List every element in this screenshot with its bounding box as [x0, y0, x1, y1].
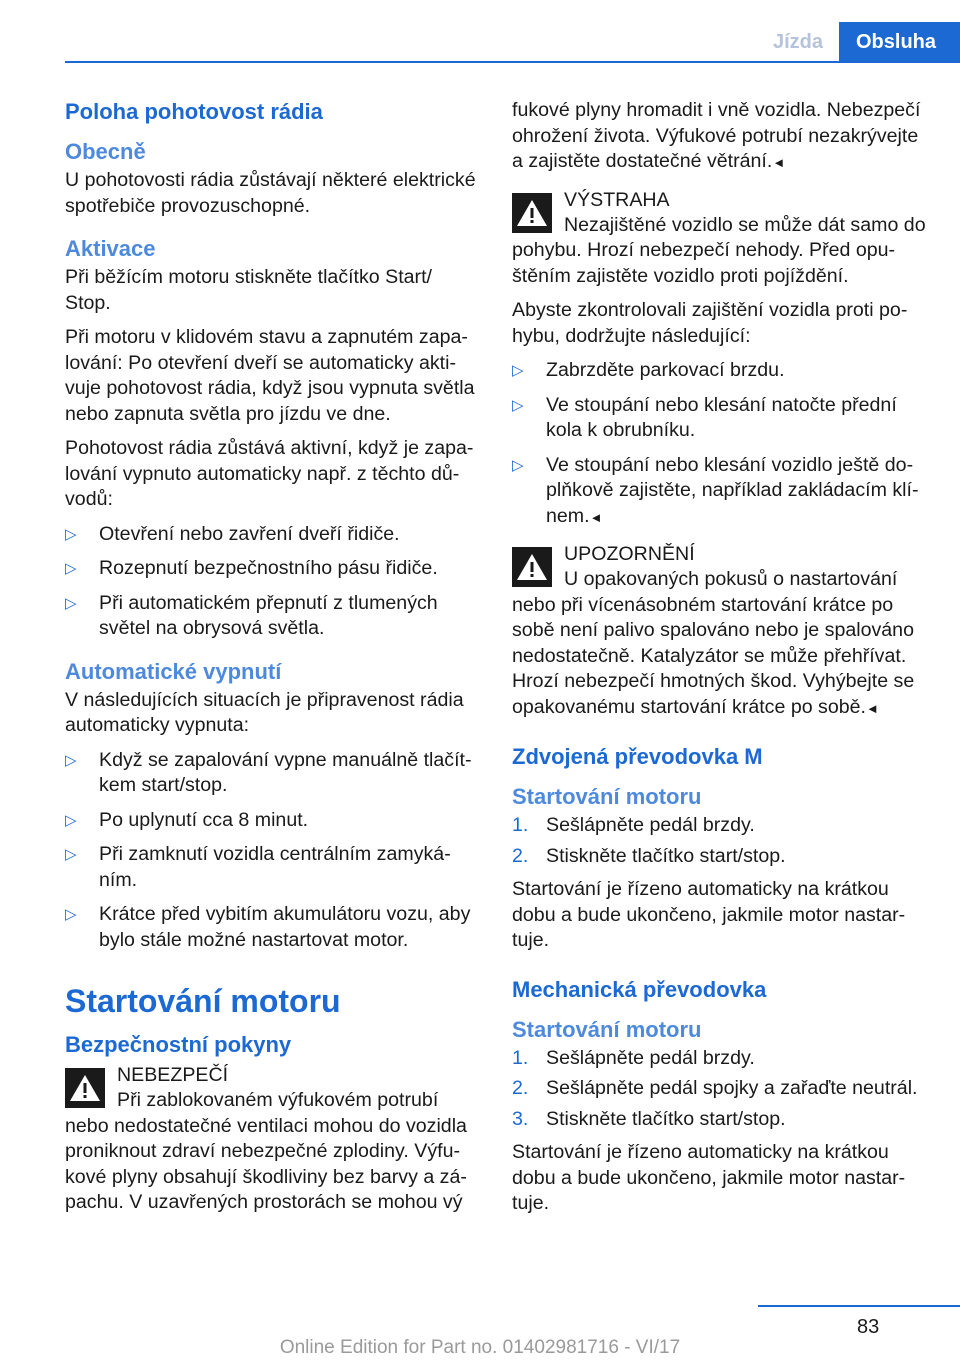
bullet-triangle-icon: ▷: [65, 525, 77, 543]
caution-notice: [512, 542, 928, 721]
bullet-triangle-icon: ▷: [65, 751, 77, 769]
bullet-triangle-icon: ▷: [65, 594, 77, 612]
end-mark-icon: ◄: [866, 700, 879, 716]
end-mark-icon: ◄: [589, 509, 603, 525]
paragraph-dct-after: Startování je řízeno automaticky na krátkou dobu a bude ukončeno, jakmile motor nastartuje.: [512, 878, 906, 951]
heading-dct-start: Startování motoru: [512, 784, 702, 809]
paragraph-manual-after: Startování je řízeno automaticky na krátkou dobu a bude ukončeno, jakmile motor nastartuje.: [512, 1141, 906, 1214]
header-tabs: [757, 22, 960, 62]
heading-general: Obecně: [65, 139, 146, 164]
chapter-title-start: Startování motoru: [65, 983, 341, 1019]
warning-triangle-icon: [512, 547, 552, 587]
section-title-radio: Poloha pohotovost rádia: [65, 99, 323, 124]
list-item: ▷ Ve stoupání nebo klesání natočte přední kola k obrubníku.: [512, 393, 897, 441]
heading-dct: Zdvojená převodovka M: [512, 744, 763, 769]
paragraph-auto-off: V následujících situacích je připravenost rádia automaticky vypnuta:: [65, 688, 464, 736]
auto-off-list: [65, 748, 481, 954]
page-number: 83: [857, 1316, 880, 1338]
bullet-triangle-icon: ▷: [512, 362, 524, 379]
tab-jizda[interactable]: Jízda: [757, 22, 839, 62]
bullet-triangle-icon: ▷: [65, 846, 77, 863]
right-column: [512, 98, 928, 1226]
paragraph-activation-3: Pohotovost rádia zůstává aktivní, když je zapalování vypnuto automaticky např. z těchto důvodů:: [65, 437, 474, 510]
activation-list: [65, 522, 481, 642]
caution-text: U opakovaných pokusů o nastartování nebo při vícenásobném startování krátce po sobě není palivo spalováno nebo je spalováno nedostatečně. Katalyzátor se může přehřívat. Hrozí nebezpečí hmotných škod. Vyhýbejte se opakovanému startování krátce po sobě.◄: [512, 568, 915, 718]
warning-title: VÝSTRAHA: [564, 188, 670, 211]
manual-steps: [512, 1046, 928, 1133]
bullet-triangle-icon: ▷: [512, 396, 524, 414]
tab-obsluha[interactable]: Obsluha: [839, 22, 960, 62]
footer-rule: [758, 1305, 960, 1307]
heading-manual-start: Startování motoru: [512, 1016, 702, 1042]
list-item: 1. Sešlápněte pedál brzdy.: [512, 1046, 755, 1069]
list-item: ▷ Rozepnutí bezpečnostního pásu řidiče.: [65, 556, 481, 582]
list-item: 2. Sešlápněte pedál spojky a zařaďte neutrál.: [512, 1077, 918, 1099]
warning-triangle-icon: [512, 193, 552, 233]
list-item: ▷ Ve stoupání nebo klesání vozidlo ještě doplňkově zajistěte, například zakládacím klínem.◄: [512, 453, 919, 527]
list-item: ▷ Při zamknutí vozidla centrálním zamykáním.: [65, 843, 451, 891]
danger-title: NEBEZPEČÍ: [117, 1064, 229, 1086]
paragraph-activation-1: Při běžícím motoru stiskněte tlačítko Start/ Stop.: [65, 266, 432, 314]
list-item: ▷ Krátce před vybitím akumulátoru vozu, aby bylo stále možné nastartovat motor.: [65, 903, 471, 951]
heading-manual: Mechanická převodovka: [512, 976, 767, 1002]
bullet-triangle-icon: ▷: [512, 456, 524, 474]
header-rule: [65, 61, 960, 63]
bullet-triangle-icon: ▷: [65, 906, 77, 923]
paragraph-activation-2: Při motoru v klidovém stavu a zapnutém zapalování: Po otevření dveří se automaticky aktivuje pohotovost rádia, když jsou vypnuta světla nebo zapnuta světla pro jízdu ve dne.: [65, 326, 475, 425]
warning-text: Nezajištěné vozidlo se může dát samo do pohybu. Hrozí nebezpečí nehody. Před opuštěním zajistěte vozidlo proti pojíždění.: [512, 213, 926, 287]
caution-title: UPOZORNĚNÍ: [564, 543, 695, 565]
heading-activation: Aktivace: [65, 236, 156, 261]
paragraph-secure-intro: Abyste zkontrolovali zajištění vozidla proti pohybu, dodržujte následující:: [512, 299, 908, 347]
list-item: 2. Stiskněte tlačítko start/stop.: [512, 844, 786, 867]
bullet-triangle-icon: ▷: [65, 560, 77, 577]
heading-safety: Bezpečnostní pokyny: [65, 1032, 292, 1057]
list-item: ▷ Při automatickém přepnutí z tlumených světel na obrysová světla.: [65, 591, 438, 639]
list-item: 3. Stiskněte tlačítko start/stop.: [512, 1107, 786, 1130]
heading-auto-off: Automatické vypnutí: [65, 658, 282, 684]
warning-notice: [512, 188, 928, 290]
secure-list: [512, 358, 928, 530]
left-column: [65, 98, 481, 1225]
list-item: 1. Sešlápněte pedál brzdy.: [512, 814, 755, 836]
danger-text: Při zablokovaném výfukovém potrubí nebo nedostatečné ventilaci mohou do vozidla proniknout zdraví nebezpečné zplodiny. Výfukové plyny obsahují škodliviny bez barvy a zápachu. V uzavřených prostorách se mohou vý: [65, 1089, 467, 1213]
list-item: ▷ Když se zapalování vypne manuálně tlačítkem start/stop.: [65, 748, 472, 796]
footer-edition: Online Edition for Part no. 01402981716 - VI/17: [279, 1337, 681, 1358]
danger-notice: [65, 1063, 481, 1216]
list-item: ▷ Zabrzděte parkovací brzdu.: [512, 358, 928, 384]
dct-steps: [512, 813, 928, 869]
warning-triangle-icon: [65, 1068, 105, 1108]
danger-text-continued: fukové plyny hromadit i vně vozidla. Nebezpečí ohrožení života. Výfukové potrubí nezakrývejte a zajistěte dostatečné větrání.◄: [512, 99, 921, 172]
list-item: ▷ Otevření nebo zavření dveří řidiče.: [65, 522, 481, 548]
list-item: ▷ Po uplynutí cca 8 minut.: [65, 808, 481, 834]
paragraph-general: U pohotovosti rádia zůstávají některé elektrické spotřebiče provozuschopné.: [65, 169, 476, 217]
end-mark-icon: ◄: [772, 155, 786, 170]
bullet-triangle-icon: ▷: [65, 811, 77, 829]
